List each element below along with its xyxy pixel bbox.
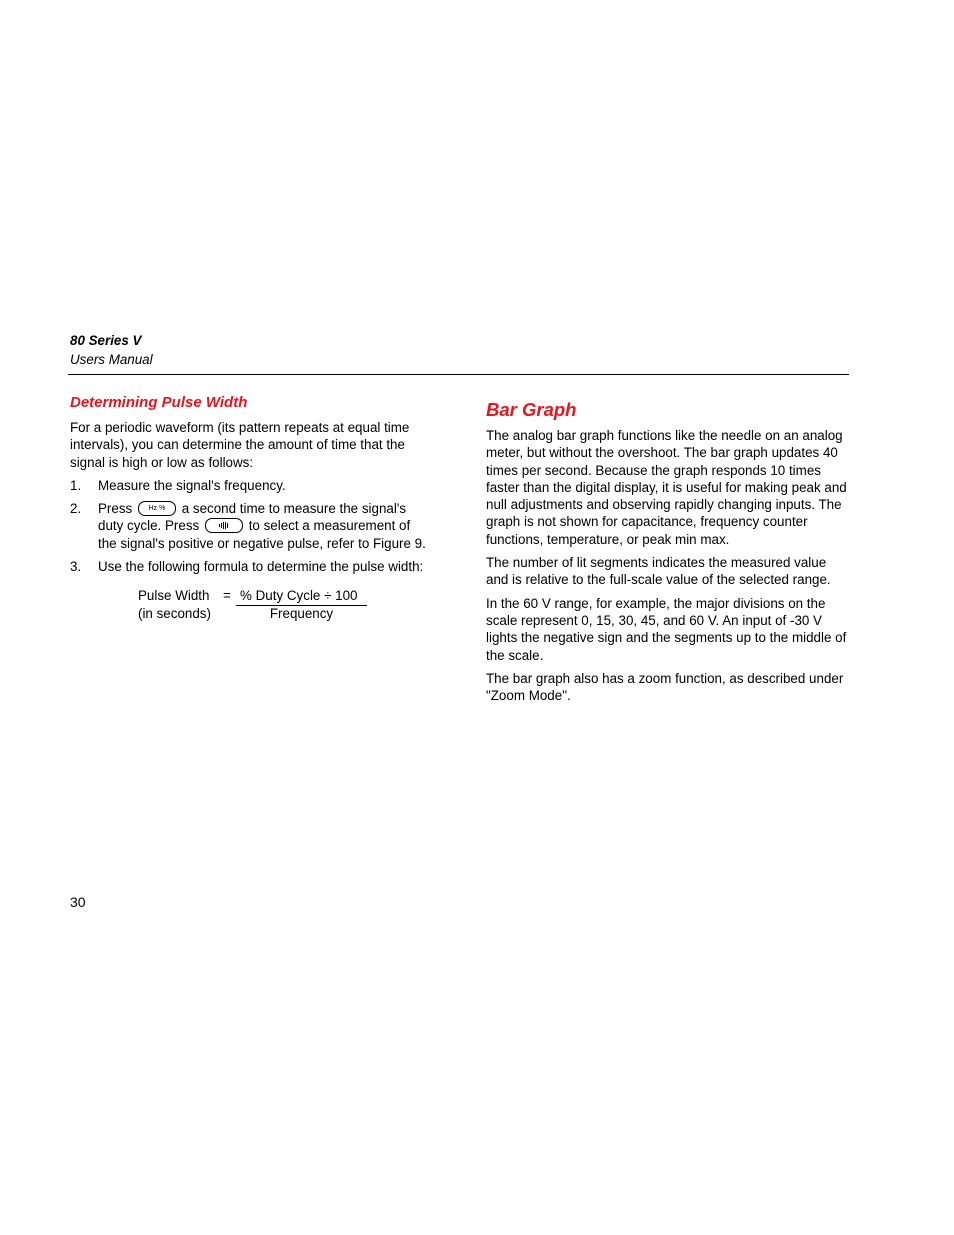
step-text-part: Press — [98, 501, 133, 517]
manual-subtitle: Users Manual — [70, 352, 153, 367]
step-number: 1. — [70, 477, 82, 493]
step-item — [70, 500, 432, 552]
formula-lhs-units: (in seconds) — [138, 606, 211, 622]
page-number: 30 — [70, 894, 86, 910]
step-item — [70, 477, 432, 494]
bar-graph-paragraph: The bar graph also has a zoom function, as described under "Zoom Mode". — [486, 670, 844, 704]
step-text: Measure the signal's frequency. — [98, 477, 286, 493]
bar-graph-paragraph: The analog bar graph functions like the needle on an analog meter, but without the overshoot. The bar graph updates 40 times per second. Because the graph responds 10 times faster than the digital display, it is useful for making peak and null adjustments and observing rapidly changing inputs. The graph is not shown for capacitance, frequency counter functions, temperature, or peak min max. — [486, 428, 847, 547]
step-text: Use the following formula to determine the pulse width: — [98, 559, 424, 575]
left-column — [70, 393, 432, 627]
formula-lhs: Pulse Width — [138, 588, 210, 604]
pulse-width-intro: For a periodic waveform (its pattern repeats at equal time intervals), you can determine the amount of time that the signal is high or low as follows: — [70, 420, 410, 470]
right-column — [486, 398, 848, 710]
bar-graph-paragraph: The number of lit segments indicates the measured value and is relative to the full-scale value of the selected range. — [486, 555, 831, 588]
step-number: 2. — [70, 501, 82, 517]
pulse-polarity-key-icon — [205, 518, 243, 533]
hz-percent-key-icon: Hz % — [138, 501, 176, 516]
step-number: 3. — [70, 559, 82, 575]
header-rule — [68, 374, 849, 375]
pulse-width-steps — [70, 477, 432, 575]
pulse-width-formula — [70, 587, 432, 627]
section-heading-bar-graph: Bar Graph — [486, 399, 577, 420]
step-text-part: a second time to measure the signal's duty cycle. Press — [98, 501, 407, 534]
bar-graph-paragraph: In the 60 V range, for example, the major divisions on the scale represent 0, 15, 30, 45, and 60 V. An input of -30 V lights the negative sign and the segments up to the middle of the scale. — [486, 595, 847, 663]
formula-denominator: Frequency — [269, 606, 334, 622]
formula-equals: = — [223, 588, 231, 604]
step-item — [70, 558, 432, 575]
manual-series-title: 80 Series V — [70, 333, 142, 348]
formula-numerator: % Duty Cycle ÷ 100 — [236, 587, 367, 605]
section-heading-pulse-width: Determining Pulse Width — [70, 394, 248, 411]
step-text-part: to select a measurement of the signal's positive or negative pulse, refer to Figure 9. — [98, 518, 426, 551]
